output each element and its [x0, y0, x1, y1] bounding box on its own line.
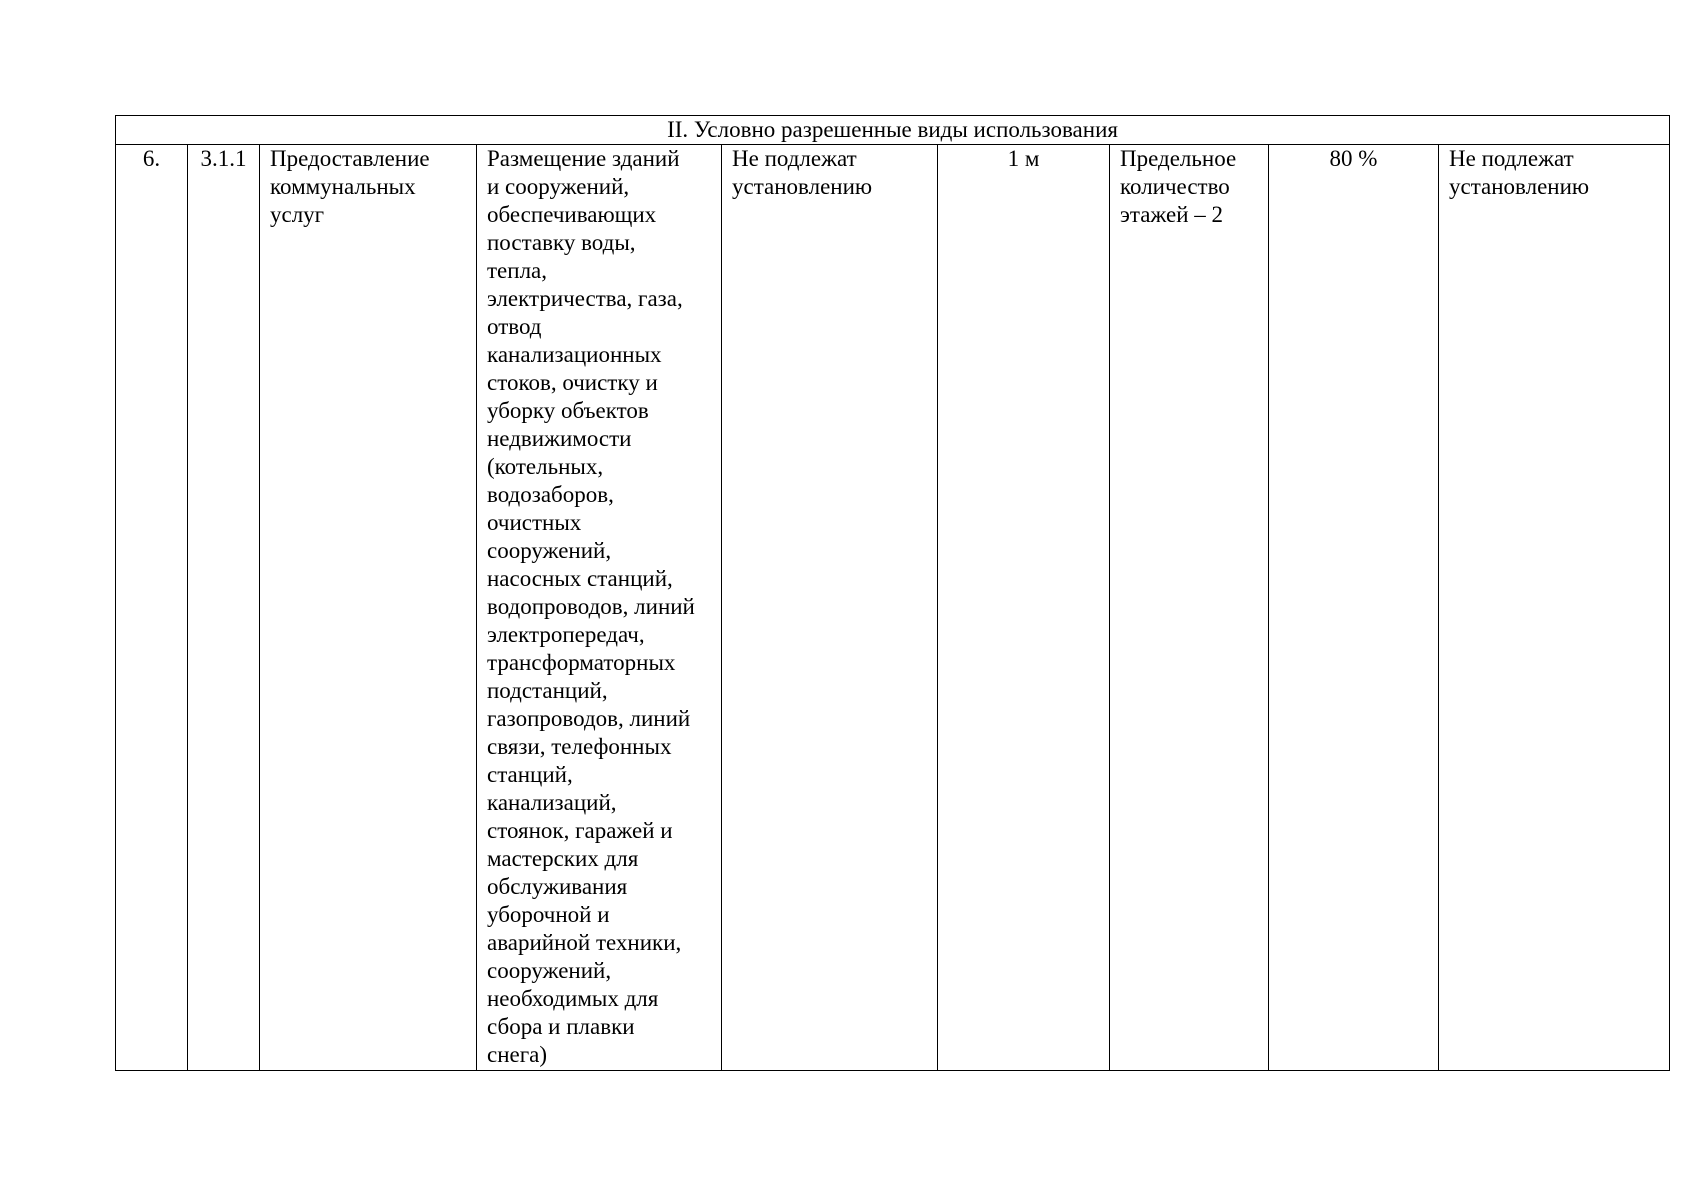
min-setback-cell: 1 м [938, 145, 1110, 1071]
row-number-cell: 6. [116, 145, 188, 1071]
regulations-table [115, 115, 1670, 1071]
other-params-cell: Не подлежат установлению [1439, 145, 1670, 1071]
max-coverage-cell: 80 % [1269, 145, 1439, 1071]
section-header-row [116, 116, 1670, 145]
max-floors-cell: Предельное количество этажей – 2 [1110, 145, 1269, 1071]
min-max-plot-size-cell: Не подлежат установлению [722, 145, 938, 1071]
section-title: II. Условно разрешенные виды использования [116, 116, 1670, 145]
use-name-cell: Предоставление коммунальных услуг [260, 145, 477, 1071]
use-description-cell: Размещение зданий и сооружений, обеспечивающих поставку воды, тепла, электричества, газа, отвод канализационных стоков, очистку и уборку объектов недвижимости (котельных, водозаборов, очистных сооружений, насосных станций, водопроводов, линий электропередач, трансформаторных подстанций, газопроводов, линий связи, телефонных станций, канализаций, стоянок, гаражей и мастерских для обслуживания уборочной и аварийной техники, сооружений, необходимых для сбора и плавки снега) [477, 145, 722, 1071]
table-row [116, 145, 1670, 1071]
classifier-code-cell: 3.1.1 [188, 145, 260, 1071]
